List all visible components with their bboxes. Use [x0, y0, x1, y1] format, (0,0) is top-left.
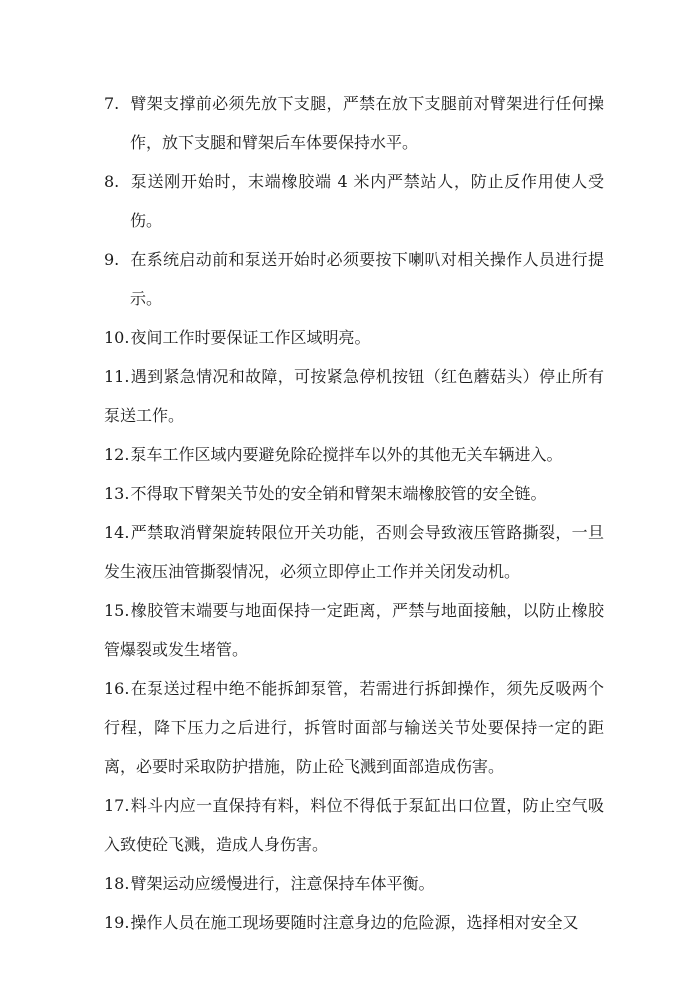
item-text: 泵车工作区域内要避免除砼搅拌车以外的其他无关车辆进入。 [130, 445, 563, 464]
item-text: 不得取下臂架关节处的安全销和臂架末端橡胶管的安全链。 [130, 484, 547, 503]
item-number: 8. [104, 172, 120, 191]
item-number: 18. [104, 874, 130, 893]
list-item [104, 240, 604, 318]
item-text: 臂架支撑前必须先放下支腿，严禁在放下支腿前对臂架进行任何操作，放下支腿和臂架后车体要保持水平。 [130, 94, 604, 152]
item-text: 橡胶管末端要与地面保持一定距离，严禁与地面接触，以防止橡胶管爆裂或发生堵管。 [104, 601, 604, 659]
item-number: 11. [104, 367, 130, 386]
list-item [104, 513, 604, 591]
item-number: 13. [104, 484, 130, 503]
item-text: 在系统启动前和泵送开始时必须要按下喇叭对相关操作人员进行提示。 [130, 250, 604, 308]
item-text: 操作人员在施工现场要随时注意身边的危险源，选择相对安全又 [130, 913, 579, 932]
item-text: 夜间工作时要保证工作区域明亮。 [130, 328, 371, 347]
item-text: 料斗内应一直保持有料，料位不得低于泵缸出口位置，防止空气吸入致使砼飞溅，造成人身伤害。 [104, 796, 604, 854]
item-text: 严禁取消臂架旋转限位开关功能，否则会导致液压管路撕裂，一旦发生液压油管撕裂情况，必须立即停止工作并关闭发动机。 [104, 523, 604, 581]
item-number: 14. [104, 523, 130, 542]
list-item [104, 435, 604, 474]
list-item [104, 84, 604, 162]
list-item [104, 318, 604, 357]
item-text: 遇到紧急情况和故障，可按紧急停机按钮（红色蘑菇头）停止所有泵送工作。 [104, 367, 604, 425]
item-number: 15. [104, 601, 130, 620]
item-number: 7. [104, 94, 120, 113]
item-number: 10. [104, 328, 130, 347]
list-item [104, 591, 604, 669]
item-text: 泵送刚开始时，末端橡胶端 4 米内严禁站人，防止反作用使人受伤。 [130, 172, 604, 230]
item-text: 在泵送过程中绝不能拆卸泵管，若需进行拆卸操作，须先反吸两个行程，降下压力之后进行，拆管时面部与输送关节处要保持一定的距离，必要时采取防护措施，防止砼飞溅到面部造成伤害。 [104, 679, 604, 776]
item-number: 9. [104, 250, 120, 269]
list-item [104, 162, 604, 240]
item-number: 16. [104, 679, 130, 698]
item-number: 19. [104, 913, 130, 932]
item-text: 臂架运动应缓慢进行，注意保持车体平衡。 [130, 874, 435, 893]
list-item [104, 903, 604, 942]
list-item [104, 669, 604, 786]
list-item [104, 474, 604, 513]
item-number: 12. [104, 445, 130, 464]
safety-rules-list [104, 84, 604, 942]
list-item [104, 786, 604, 864]
list-item [104, 357, 604, 435]
list-item [104, 864, 604, 903]
item-number: 17. [104, 796, 130, 815]
